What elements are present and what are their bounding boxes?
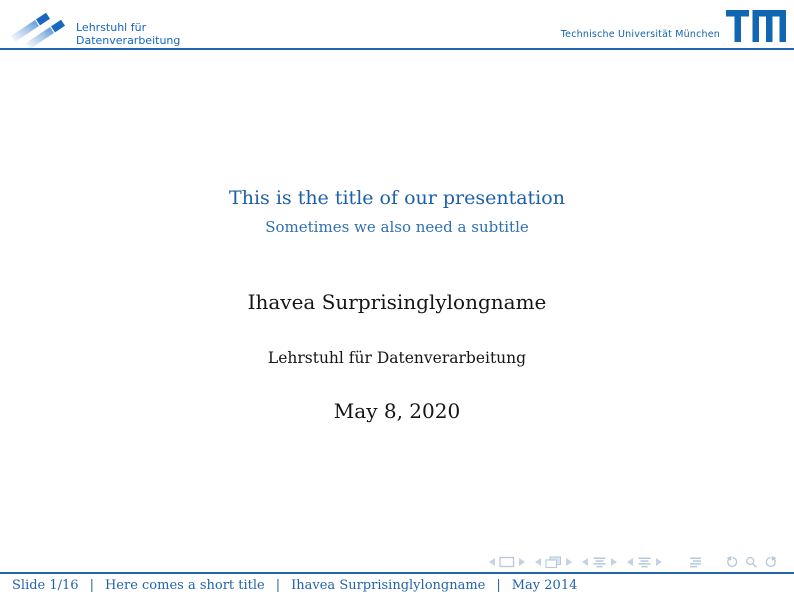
header-rule: [0, 48, 794, 50]
next-subsection-icon[interactable]: [611, 558, 617, 566]
forward-icon[interactable]: [764, 556, 778, 569]
presentation-subtitle: Sometimes we also need a subtitle: [265, 218, 529, 236]
footer-short-title: Here comes a short title: [104, 578, 265, 593]
prev-frame-icon[interactable]: [535, 558, 541, 566]
author-name: Ihavea Surprisinglylongname: [247, 290, 547, 314]
footer-bar: [12, 578, 782, 593]
institute-name: Lehrstuhl für Datenverarbeitung: [267, 349, 527, 367]
subsection-nav-group: [582, 556, 617, 568]
presentation-title: This is the title of our presentation: [229, 187, 565, 209]
prev-slide-icon[interactable]: [489, 558, 495, 566]
tum-logo-icon: [726, 10, 786, 42]
section-nav-group: [627, 556, 662, 568]
prev-subsection-icon[interactable]: [582, 558, 588, 566]
beamer-navigation-bar: [489, 554, 778, 570]
ldv-wordmark-line2: Datenverarbeitung: [76, 34, 181, 47]
slide-icon[interactable]: [499, 556, 515, 568]
footer-separator: |: [496, 578, 501, 593]
ldv-wordmark-line1: Lehrstuhl für: [76, 21, 147, 34]
next-slide-icon[interactable]: [519, 558, 525, 566]
frame-icon[interactable]: [545, 556, 562, 569]
next-section-icon[interactable]: [656, 558, 662, 566]
university-name: Technische Universität München: [560, 29, 720, 40]
presentation-nav-group: [688, 556, 703, 568]
footer-date: May 2014: [511, 578, 578, 593]
footer-rule: [0, 572, 794, 574]
footer-separator: |: [89, 578, 94, 593]
search-icon[interactable]: [745, 556, 758, 569]
slide-nav-group: [489, 556, 525, 568]
subsection-icon[interactable]: [592, 556, 607, 568]
slide-counter: Slide 1/16: [12, 578, 79, 593]
ldv-logo-icon: [8, 4, 74, 49]
back-icon[interactable]: [725, 556, 739, 569]
presentation-icon[interactable]: [688, 556, 703, 568]
ldv-wordmark: [76, 21, 180, 47]
prev-section-icon[interactable]: [627, 558, 633, 566]
next-frame-icon[interactable]: [566, 558, 572, 566]
section-icon[interactable]: [637, 556, 652, 568]
presentation-date: May 8, 2020: [333, 399, 461, 423]
history-tools-group: [725, 556, 778, 569]
frame-nav-group: [535, 556, 572, 569]
footer-separator: |: [275, 578, 281, 593]
footer-author: Ihavea Surprisinglylongname: [291, 578, 486, 593]
